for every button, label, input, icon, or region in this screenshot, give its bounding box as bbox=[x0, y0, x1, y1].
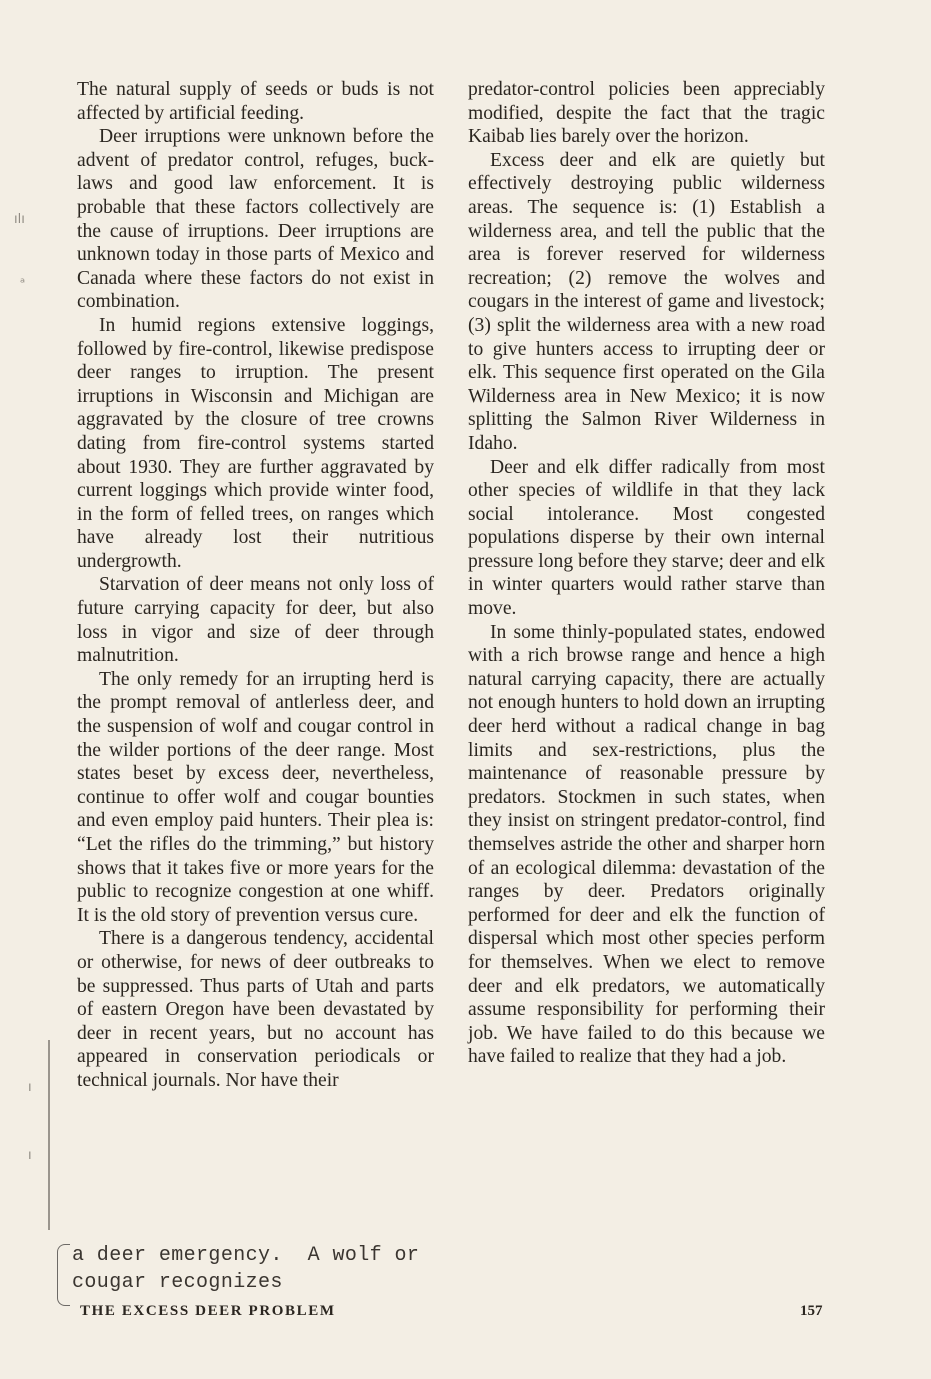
paragraph: The natural supply of seeds or buds is not affected by artificial feeding. bbox=[77, 79, 434, 124]
margin-pencil-mark: ı bbox=[28, 1148, 32, 1163]
typed-line: a deer emergency. A wolf or bbox=[72, 1244, 420, 1267]
typed-line: cougar recognizes bbox=[72, 1271, 283, 1294]
paragraph: predator-control policies been appreciably modified, despite the fact that the tragic Kaibab lies barely over the horizon. bbox=[468, 79, 825, 148]
margin-pencil-line bbox=[48, 1040, 50, 1230]
running-footer-title: THE EXCESS DEER PROBLEM bbox=[80, 1303, 336, 1319]
margin-pencil-mark: ılı bbox=[14, 212, 25, 227]
paragraph: Excess deer and elk are quietly but effectively destroying public wilderness areas. The sequence is: (1) Establish a wilderness area, and tell the public that the area is forever reserved for wilderness recreation; (2) remove the wolves and cougars in the interest of game and livestock; (3) split the wilderness area with a new road to give hunters access to irrupting deer or elk. This sequence first operated on the Gila Wilderness area in New Mexico; it is now splitting the Salmon River Wilderness in Idaho. bbox=[468, 149, 825, 454]
paragraph: There is a dangerous tendency, accidental or otherwise, for news of deer outbreaks to be suppressed. Thus parts of Utah and parts of eastern Oregon have been devastated by deer in recent years, but no account has appeared in conservation periodicals or technical journals. Nor have their bbox=[77, 928, 434, 1091]
paragraph: Starvation of deer means not only loss of future carrying capacity for deer, but also loss in vigor and size of deer through malnutrition. bbox=[77, 574, 434, 667]
margin-pencil-mark: ᵃ bbox=[20, 276, 26, 291]
paragraph: Deer and elk differ radically from most other species of wildlife in that they lack social intolerance. Most congested populations disperse by their own internal pressure long before they starve; deer and elk in winter quarters would rather starve than move. bbox=[468, 456, 825, 620]
left-column bbox=[77, 78, 434, 1093]
insert-bracket bbox=[57, 1244, 70, 1306]
paragraph: Deer irruptions were unknown before the advent of predator control, refuges, buck-laws and good law enforcement. It is probable that these factors collectively are the cause of irruptions. Deer irruptions are unknown today in those parts of Mexico and Canada where these factors do not exist in combination. bbox=[77, 126, 434, 313]
typed-insert bbox=[72, 1242, 419, 1296]
margin-pencil-mark: ı bbox=[28, 1080, 32, 1095]
right-column bbox=[468, 78, 825, 1069]
paragraph: In humid regions extensive loggings, followed by fire-control, likewise predispose deer ranges to irruption. The present irruptions in Wisconsin and Michigan are aggravated by the closure of tree crowns dating from fire-control systems started about 1930. They are further aggravated by current loggings which provide winter food, in the form of felled trees, on ranges which have already lost their nutritious undergrowth. bbox=[77, 314, 434, 572]
paragraph: In some thinly-populated states, endowed with a rich browse range and hence a high natural carrying capacity, there are actually not enough hunters to hold down an irrupting deer herd without a radical change in bag limits and sex-restrictions, plus the maintenance of reasonable pressure by predators. Stockmen in such states, when they insist on stringent predator-control, find themselves astride the other and sharper horn of an ecological dilemma: devastation of the ranges by deer. Predators originally performed for deer and elk the function of dispersal which most other species perform for themselves. When we elect to remove deer and elk predators, we automatically assume responsibility for performing their job. We have failed to do this because we have failed to realize that they had a job. bbox=[468, 621, 825, 1068]
page-number: 157 bbox=[800, 1303, 823, 1319]
paragraph: The only remedy for an irrupting herd is the prompt removal of antlerless deer, and the suspension of wolf and cougar control in the wilder portions of the deer range. Most states beset by excess deer, nevertheless, continue to offer wolf and cougar bounties and even employ paid hunters. Their plea is: “Let the rifles do the trimming,” but history shows that it takes five or more years for the public to recognize congestion at one whiff. It is the old story of prevention versus cure. bbox=[77, 668, 434, 926]
